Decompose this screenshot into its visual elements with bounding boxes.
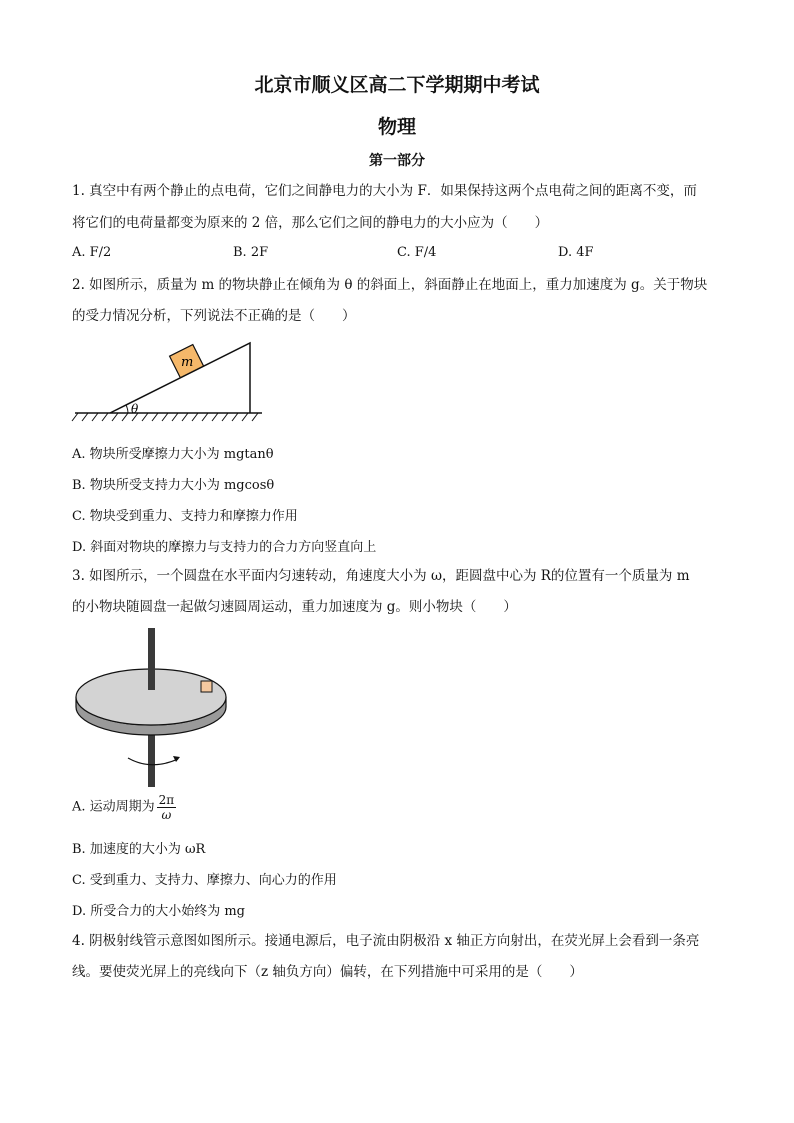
q3-option-a-label: A. 运动周期为	[72, 799, 155, 815]
subject-title: 物理	[377, 116, 416, 138]
fraction-denominator: ω	[161, 808, 172, 822]
disk-figure	[70, 625, 240, 790]
period-fraction	[157, 793, 177, 822]
exam-title: 北京市顺义区高二下学期期中考试	[254, 74, 540, 96]
small-block	[201, 681, 212, 692]
q2-option-c: C. 物块受到重力、支持力和摩擦力作用	[72, 509, 298, 524]
q1-option-c: C. F/4	[397, 245, 437, 260]
q2-option-b: B. 物块所受支持力大小为 mgcosθ	[72, 478, 275, 493]
q3-stem-line1: 3. 如图所示，一个圆盘在水平面内匀速转动，角速度大小为 ω，距圆盘中心为 R的位置有一个质量为 m	[72, 568, 690, 584]
angle-label: θ	[131, 402, 139, 416]
q4-stem-line2: 线。要使荧光屏上的亮线向下（z 轴负方向）偏转，在下列措施中可采用的是（ ）	[72, 964, 583, 980]
q3-option-a	[72, 793, 176, 822]
q2-option-a: A. 物块所受摩擦力大小为 mgtanθ	[72, 447, 274, 462]
q1-stem-line2: 将它们的电荷量都变为原来的 2 倍，那么它们之间的静电力的大小应为（ ）	[72, 215, 549, 231]
section-title: 第一部分	[369, 153, 425, 169]
angle-arc	[126, 405, 128, 413]
q1-option-a: A. F/2	[72, 245, 112, 260]
block-label: m	[181, 355, 194, 370]
q2-stem-line2: 的受力情况分析，下列说法不正确的是（ ）	[72, 308, 356, 324]
ground-hatching	[72, 413, 258, 421]
q3-option-d: D. 所受合力的大小始终为 mg	[72, 904, 246, 919]
q4-stem-line1: 4. 阴极射线管示意图如图所示。接通电源后，电子流由阴极沿 x 轴正方向射出，在荧光屏上会看到一条亮	[72, 933, 700, 949]
q2-option-d: D. 斜面对物块的摩擦力与支持力的合力方向竖直向上	[72, 540, 377, 555]
q1-option-d: D. 4F	[558, 245, 594, 260]
q3-option-c: C. 受到重力、支持力、摩擦力、向心力的作用	[72, 873, 337, 888]
q2-stem-line1: 2. 如图所示，质量为 m 的物块静止在倾角为 θ 的斜面上，斜面静止在地面上，重力加速度为 g。关于物块	[72, 277, 708, 293]
q3-stem-line2: 的小物块随圆盘一起做匀速圆周运动，重力加速度为 g。则小物块（ ）	[72, 599, 517, 615]
q3-option-b: B. 加速度的大小为 ωR	[72, 842, 206, 857]
incline-figure	[70, 335, 270, 425]
fraction-numerator: 2π	[158, 793, 175, 807]
q1-option-b: B. 2F	[233, 245, 269, 260]
axle-upper	[148, 628, 155, 690]
q1-stem-line1: 1. 真空中有两个静止的点电荷，它们之间静电力的大小为 F．如果保持这两个点电荷之间的距离不变，而	[72, 183, 697, 199]
